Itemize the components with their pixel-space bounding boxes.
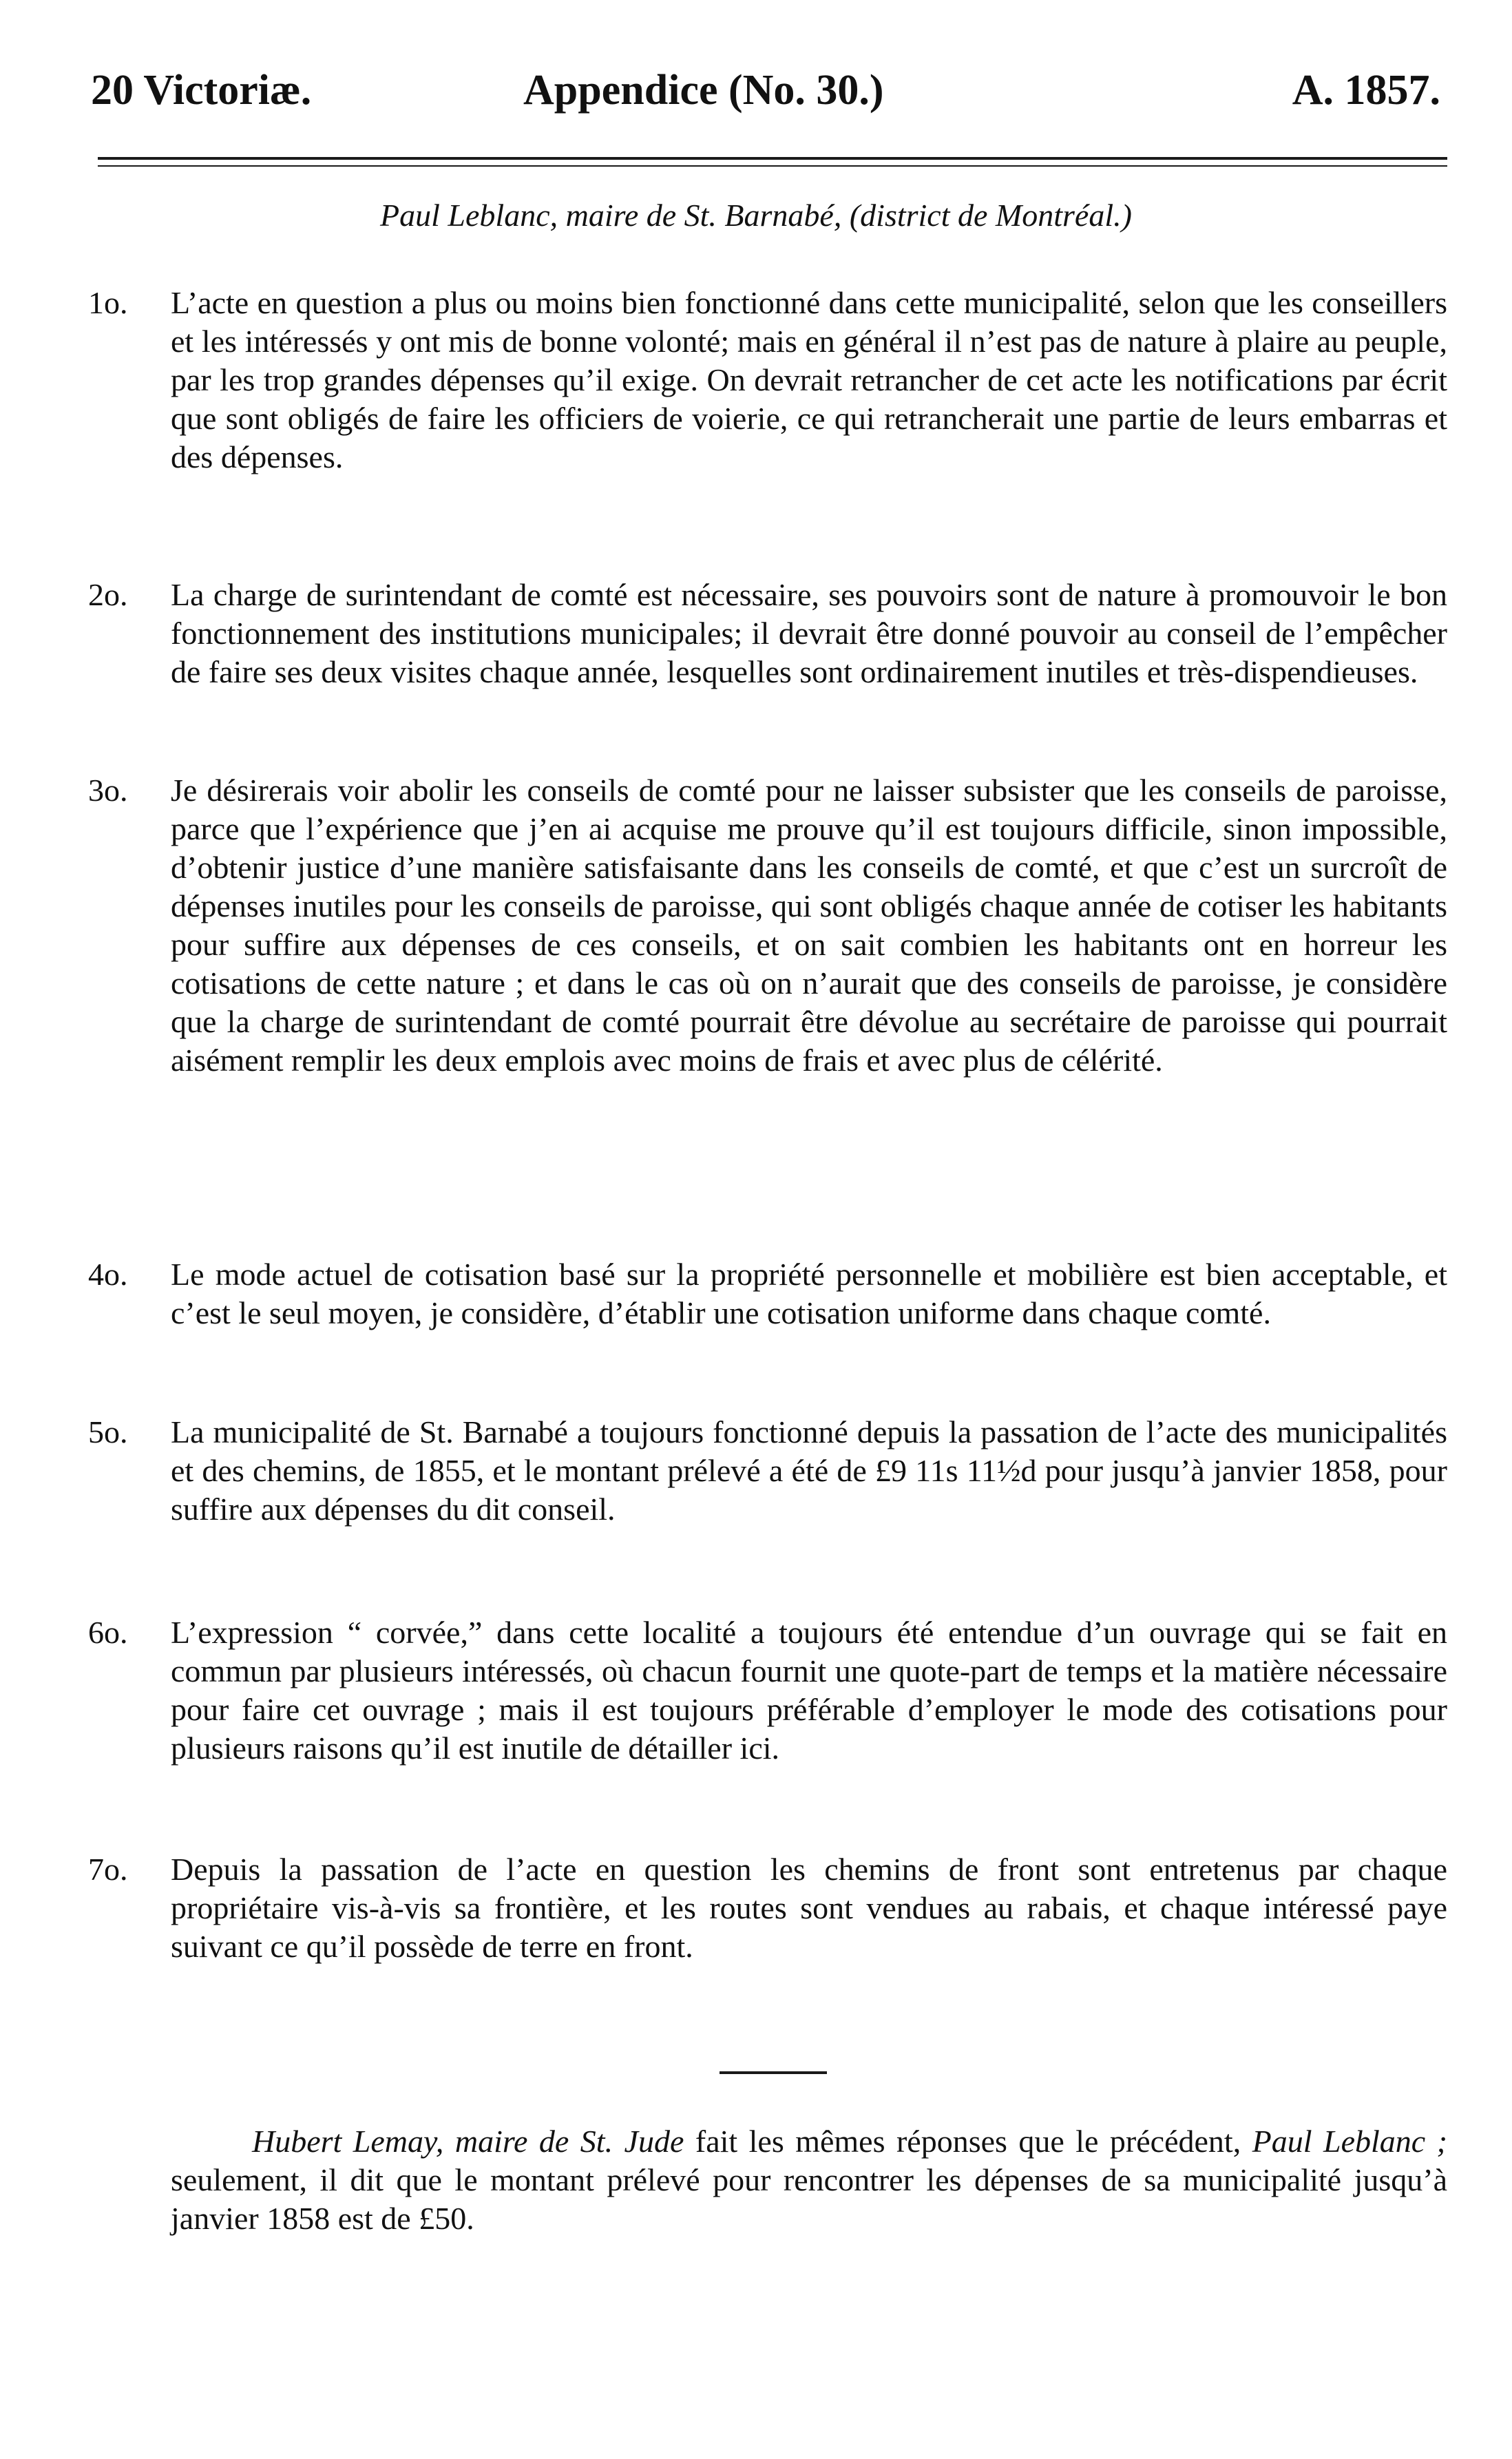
answer-number: 3o. bbox=[88, 773, 128, 808]
answer-text: L’expression “ corvée,” dans cette localité a toujours été entendue d’un ouvrage qui se fait en commun par plusieurs intéressés, où chacun fournit une quote-part de temps et la matière nécessaire pour faire cet ouvrage ; mais il est toujours préférable d’employer le mode des cotisations pour plusieurs raisons qu’il est inutile de détailler ici. bbox=[171, 1615, 1447, 1766]
header-rule-thin bbox=[98, 165, 1447, 167]
answer-text: La charge de surintendant de comté est nécessaire, ses pouvoirs sont de nature à promouvoir le bon fonctionnement des institutions municipales; il devrait être donné pouvoir au conseil de l’empêcher de faire ses deux visites chaque année, lesquelles sont ordinairement inutiles et très-dispendieuses. bbox=[171, 577, 1447, 689]
answer-paragraph bbox=[88, 284, 1447, 477]
respondent-heading: Paul Leblanc, maire de St. Barnabé, (district de Montréal.) bbox=[380, 198, 1132, 233]
answer-paragraph bbox=[88, 1413, 1447, 1529]
answer-number: 1o. bbox=[88, 285, 128, 320]
answer-paragraph bbox=[88, 1850, 1447, 1966]
answer-paragraph bbox=[88, 1613, 1447, 1768]
closing-text-2: seulement, il dit que le montant prélevé pour rencontrer les dépenses de sa municipalité jusqu’à janvier 1858 est de £50. bbox=[171, 2162, 1447, 2236]
answer-number: 2o. bbox=[88, 577, 128, 612]
answer-number: 4o. bbox=[88, 1257, 128, 1292]
section-separator bbox=[720, 2071, 827, 2074]
answer-number: 6o. bbox=[88, 1615, 128, 1650]
header-session: 20 Victoriæ. bbox=[91, 67, 312, 114]
header-rule-thick bbox=[98, 157, 1447, 160]
answer-paragraph bbox=[88, 771, 1447, 1080]
closing-respondent: Hubert Lemay, maire de St. Jude bbox=[252, 2124, 684, 2159]
answer-paragraph bbox=[88, 1255, 1447, 1332]
closing-paragraph bbox=[171, 2122, 1447, 2238]
closing-reference: Paul Leblanc ; bbox=[1252, 2124, 1447, 2159]
closing-text-1: fait les mêmes réponses que le précédent, bbox=[684, 2124, 1252, 2159]
header-year: A. 1857. bbox=[1292, 67, 1440, 114]
page-header bbox=[91, 66, 1440, 121]
header-appendix: Appendice (No. 30.) bbox=[523, 67, 884, 114]
answer-number: 5o. bbox=[88, 1414, 128, 1450]
answer-text: Depuis la passation de l’acte en question les chemins de front sont entretenus par chaque propriétaire vis-à-vis sa frontière, et les routes sont vendues au rabais, et chaque intéressé paye suivant ce qu’il possède de terre en front. bbox=[171, 1852, 1447, 1964]
answer-text: Je désirerais voir abolir les conseils de comté pour ne laisser subsister que les conseils de paroisse, parce que l’expérience que j’en ai acquise me prouve qu’il est toujours difficile, sinon impossible, d’obtenir justice d’une manière satisfaisante dans les conseils de comté, et que c’est un surcroît de dépenses inutiles pour les conseils de paroisse, qui sont obligés chaque année de cotiser les habitants pour suffire aux dépenses de ces conseils, et on sait combien les habitants ont en horreur les cotisations de cette nature ; et dans le cas où on n’aurait que des conseils de paroisse, je considère que la charge de surintendant de comté pourrait être dévolue au secrétaire de paroisse qui pourrait aisément remplir les deux emplois avec moins de frais et avec plus de célérité. bbox=[171, 773, 1447, 1078]
answer-number: 7o. bbox=[88, 1852, 128, 1887]
answer-paragraph bbox=[88, 576, 1447, 691]
answer-text: L’acte en question a plus ou moins bien fonctionné dans cette municipalité, selon que les conseillers et les intéressés y ont mis de bonne volonté; mais en général il n’est pas de nature à plaire au peuple, par les trop grandes dépenses qu’il exige. On devrait retrancher de cet acte les notifications par écrit que sont obligés de faire les officiers de voierie, ce qui retrancherait une partie de leurs embarras et des dépenses. bbox=[171, 285, 1447, 474]
answer-text: Le mode actuel de cotisation basé sur la propriété personnelle et mobilière est bien acceptable, et c’est le seul moyen, je considère, d’établir une cotisation uniforme dans chaque comté. bbox=[171, 1257, 1447, 1330]
answer-text: La municipalité de St. Barnabé a toujours fonctionné depuis la passation de l’acte des municipalités et des chemins, de 1855, et le montant prélevé a été de £9 11s 11½d pour jusqu’à janvier 1858, pour suffire aux dépenses du dit conseil. bbox=[171, 1414, 1447, 1527]
